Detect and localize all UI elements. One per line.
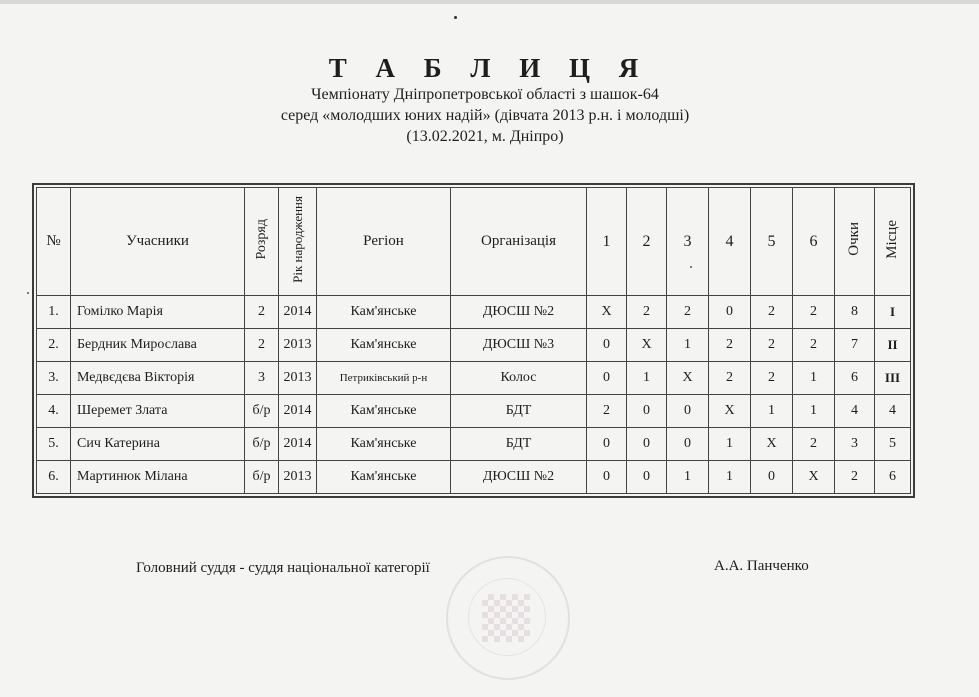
results-table-frame <box>32 183 915 498</box>
result-cell: 1 <box>709 428 751 461</box>
participant-year: 2014 <box>279 296 317 329</box>
place-cell: III <box>875 362 911 395</box>
result-cell: X <box>587 296 627 329</box>
result-cell: 2 <box>793 428 835 461</box>
scan-top-edge <box>0 0 979 4</box>
participant-year: 2014 <box>279 428 317 461</box>
scan-speck <box>27 292 29 294</box>
participant-org: БДТ <box>451 395 587 428</box>
points-cell: 3 <box>835 428 875 461</box>
results-table <box>36 187 911 494</box>
result-cell: 1 <box>627 362 667 395</box>
header-num: № <box>37 188 71 296</box>
header-place-label: Місце <box>884 219 900 259</box>
table-row <box>37 461 911 494</box>
result-cell: X <box>709 395 751 428</box>
chief-judge-name: А.А. Панченко <box>714 558 809 574</box>
participant-name: Медвєдєва Вікторія <box>71 362 245 395</box>
points-cell: 2 <box>835 461 875 494</box>
participant-region: Петриківський р-н <box>317 362 451 395</box>
header-place <box>875 188 911 296</box>
result-cell: X <box>667 362 709 395</box>
result-cell: 2 <box>587 395 627 428</box>
participant-year: 2013 <box>279 461 317 494</box>
result-cell: 1 <box>667 329 709 362</box>
result-cell: 0 <box>709 296 751 329</box>
participant-org: ДЮСШ №2 <box>451 296 587 329</box>
row-num: 6. <box>37 461 71 494</box>
scan-speck <box>454 16 457 19</box>
subtitle-line-1: Чемпіонату Дніпропетровської області з шашок-64 <box>311 86 659 103</box>
participant-year: 2013 <box>279 362 317 395</box>
header-birth-year <box>279 188 317 296</box>
participant-org: ДЮСШ №3 <box>451 329 587 362</box>
row-num: 2. <box>37 329 71 362</box>
participant-name: Сич Катерина <box>71 428 245 461</box>
participant-rank: б/р <box>245 395 279 428</box>
participant-rank: 2 <box>245 296 279 329</box>
result-cell: 0 <box>751 461 793 494</box>
header-round-5: 5 <box>751 188 793 296</box>
points-cell: 6 <box>835 362 875 395</box>
result-cell: 0 <box>587 362 627 395</box>
place-cell: II <box>875 329 911 362</box>
table-row <box>37 296 911 329</box>
header-rank <box>245 188 279 296</box>
participant-name: Мартинюк Мілана <box>71 461 245 494</box>
place-cell: 4 <box>875 395 911 428</box>
header-round-4: 4 <box>709 188 751 296</box>
result-cell: 0 <box>587 329 627 362</box>
header-region: Регіон <box>317 188 451 296</box>
subtitle-line-3: (13.02.2021, м. Дніпро) <box>406 128 564 145</box>
result-cell: 0 <box>587 428 627 461</box>
participant-region: Кам'янське <box>317 329 451 362</box>
participant-year: 2014 <box>279 395 317 428</box>
result-cell: 2 <box>751 329 793 362</box>
place-cell: 6 <box>875 461 911 494</box>
result-cell: 0 <box>627 428 667 461</box>
result-cell: 2 <box>627 296 667 329</box>
row-num: 1. <box>37 296 71 329</box>
participant-name: Гомілко Марія <box>71 296 245 329</box>
result-cell: 2 <box>709 362 751 395</box>
result-cell: 2 <box>709 329 751 362</box>
header-round-3: 3 <box>667 188 709 296</box>
participant-name: Шеремет Злата <box>71 395 245 428</box>
participant-rank: 3 <box>245 362 279 395</box>
participant-region: Кам'янське <box>317 395 451 428</box>
table-row <box>37 329 911 362</box>
points-cell: 8 <box>835 296 875 329</box>
official-stamp <box>446 556 570 680</box>
header-birth-year-label: Рік народження <box>290 195 305 283</box>
participant-region: Кам'янське <box>317 296 451 329</box>
table-row <box>37 428 911 461</box>
participant-name: Бердник Мирослава <box>71 329 245 362</box>
header-round-1: 1 <box>587 188 627 296</box>
points-cell: 7 <box>835 329 875 362</box>
result-cell: 0 <box>667 395 709 428</box>
participant-rank: б/р <box>245 428 279 461</box>
result-cell: 2 <box>793 329 835 362</box>
row-num: 4. <box>37 395 71 428</box>
place-cell: 5 <box>875 428 911 461</box>
result-cell: X <box>793 461 835 494</box>
participant-rank: 2 <box>245 329 279 362</box>
participant-org: Колос <box>451 362 587 395</box>
participant-rank: б/р <box>245 461 279 494</box>
header-participants: Учасники <box>71 188 245 296</box>
result-cell: X <box>627 329 667 362</box>
header-rank-label: Розряд <box>254 218 269 260</box>
header-round-6: 6 <box>793 188 835 296</box>
header-points-label: Очки <box>846 222 862 256</box>
chief-judge-title: Головний суддя - суддя національної категорії <box>136 560 430 576</box>
participant-region: Кам'янське <box>317 428 451 461</box>
result-cell: 2 <box>751 362 793 395</box>
result-cell: 2 <box>793 296 835 329</box>
result-cell: X <box>751 428 793 461</box>
header-organization: Організація <box>451 188 587 296</box>
participant-year: 2013 <box>279 329 317 362</box>
table-header-row <box>37 188 911 296</box>
result-cell: 0 <box>587 461 627 494</box>
place-cell: I <box>875 296 911 329</box>
participant-region: Кам'янське <box>317 461 451 494</box>
document-title: Т А Б Л И Ц Я <box>328 53 650 83</box>
row-num: 5. <box>37 428 71 461</box>
result-cell: 1 <box>751 395 793 428</box>
row-num: 3. <box>37 362 71 395</box>
result-cell: 0 <box>627 395 667 428</box>
result-cell: 1 <box>793 395 835 428</box>
result-cell: 2 <box>667 296 709 329</box>
result-cell: 1 <box>793 362 835 395</box>
document-header <box>160 52 810 147</box>
participant-org: БДТ <box>451 428 587 461</box>
checkerboard-emblem <box>482 594 530 642</box>
header-points <box>835 188 875 296</box>
result-cell: 2 <box>751 296 793 329</box>
header-round-2: 2 <box>627 188 667 296</box>
table-row <box>37 362 911 395</box>
result-cell: 0 <box>667 428 709 461</box>
participant-org: ДЮСШ №2 <box>451 461 587 494</box>
result-cell: 1 <box>709 461 751 494</box>
subtitle-line-2: серед «молодших юних надій» (дівчата 2013 р.н. і молодші) <box>280 107 690 124</box>
points-cell: 4 <box>835 395 875 428</box>
table-row <box>37 395 911 428</box>
result-cell: 1 <box>667 461 709 494</box>
result-cell: 0 <box>627 461 667 494</box>
